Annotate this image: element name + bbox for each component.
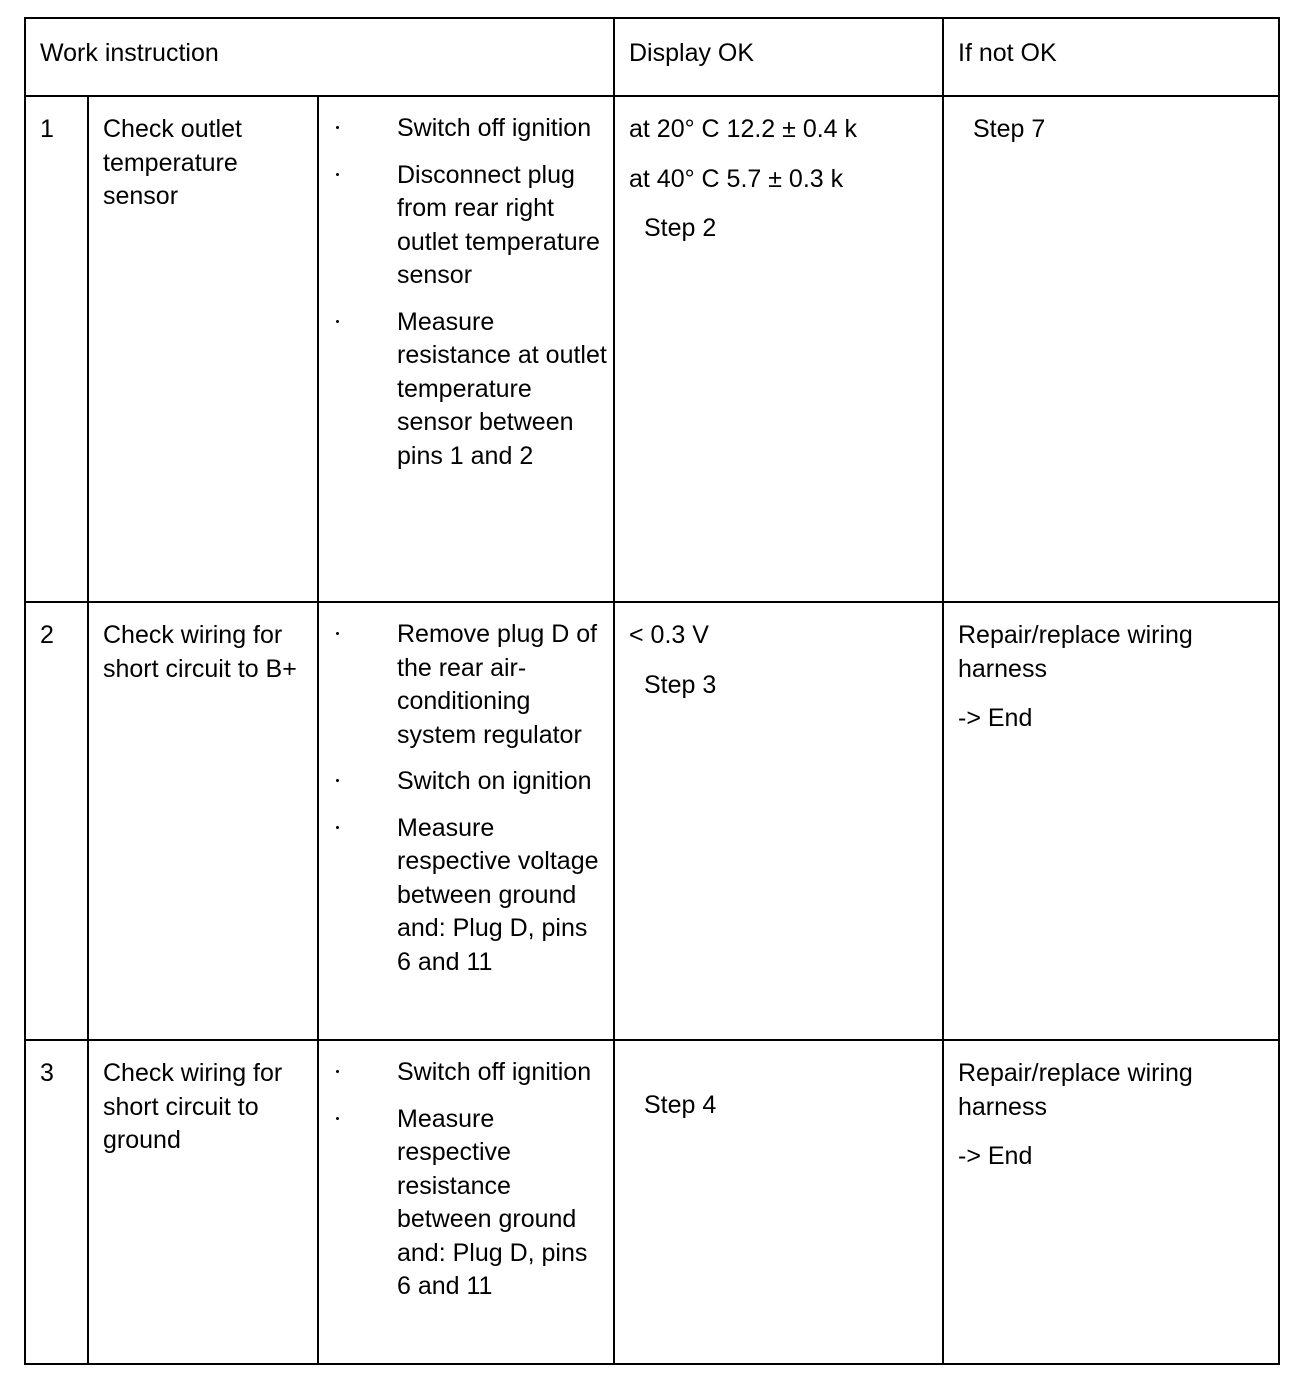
action-text: Switch off ignition	[397, 114, 592, 142]
display-ok-next-step: Step 2	[644, 214, 717, 242]
task-title: Check wiring for short circuit to ground	[103, 1059, 283, 1154]
work-instruction-table	[24, 17, 1280, 1365]
actions-cell	[318, 96, 614, 602]
if-not-ok-cell	[943, 1040, 1279, 1364]
step-number-cell	[25, 96, 88, 602]
step-number: 1	[40, 115, 54, 143]
action-text: Measure resistance at outlet temperature sensor between pins 1 and 2	[397, 307, 607, 470]
header-if-not-ok-label: If not OK	[958, 39, 1057, 67]
if-not-ok-text: Repair/replace wiring harness	[958, 621, 1193, 683]
if-not-ok-text: Step 7	[973, 115, 1046, 143]
if-not-ok-text: -> End	[958, 704, 1033, 732]
task-title: Check outlet temperature sensor	[103, 115, 242, 210]
action-text: Switch on ignition	[397, 767, 592, 795]
display-ok-next-step: Step 3	[644, 670, 717, 699]
header-work-instruction	[25, 18, 614, 96]
action-item	[319, 812, 607, 980]
task-cell	[88, 602, 318, 1040]
if-not-ok-cell	[943, 602, 1279, 1040]
task-cell	[88, 96, 318, 602]
task-title: Check wiring for short circuit to B+	[103, 621, 297, 683]
action-item	[319, 618, 607, 752]
bullet-icon	[319, 618, 397, 651]
action-item	[319, 306, 607, 474]
table-header-row	[25, 18, 1279, 96]
bullet-icon	[319, 1056, 397, 1089]
action-item	[319, 159, 607, 293]
action-item	[319, 765, 607, 799]
step-number-cell	[25, 602, 88, 1040]
actions-cell	[318, 1040, 614, 1364]
header-display-ok-label: Display OK	[629, 39, 755, 67]
display-ok-cell	[614, 602, 943, 1040]
display-ok-value: at 40° C 5.7 ± 0.3 k	[629, 164, 844, 193]
step-number: 2	[40, 621, 54, 649]
header-if-not-ok	[943, 18, 1279, 96]
header-display-ok	[614, 18, 943, 96]
action-text: Measure respective resistance between ground and: Plug D, pins 6 and 11	[397, 1104, 588, 1300]
display-ok-value: < 0.3 V	[629, 621, 709, 649]
bullet-icon	[319, 159, 397, 192]
if-not-ok-cell	[943, 96, 1279, 602]
display-ok-cell	[614, 1040, 943, 1364]
display-ok-value: at 20° C 12.2 ± 0.4 k	[629, 115, 858, 143]
if-not-ok-text: Repair/replace wiring harness	[958, 1059, 1193, 1121]
action-item	[319, 1103, 607, 1304]
bullet-icon	[319, 306, 397, 339]
action-text: Measure respective voltage between ground and: Plug D, pins 6 and 11	[397, 813, 599, 976]
table-row	[25, 602, 1279, 1040]
table-row	[25, 1040, 1279, 1364]
header-work-instruction-label: Work instruction	[40, 39, 219, 67]
step-number-cell	[25, 1040, 88, 1364]
action-item	[319, 1056, 607, 1090]
bullet-icon	[319, 765, 397, 798]
if-not-ok-text: -> End	[958, 1142, 1033, 1170]
bullet-icon	[319, 1103, 397, 1136]
display-ok-next-step: Step 4	[644, 1091, 717, 1119]
table-row	[25, 96, 1279, 602]
display-ok-cell	[614, 96, 943, 602]
bullet-icon	[319, 812, 397, 845]
task-cell	[88, 1040, 318, 1364]
actions-cell	[318, 602, 614, 1040]
action-text: Switch off ignition	[397, 1058, 592, 1086]
bullet-icon	[319, 112, 397, 145]
action-text: Disconnect plug from rear right outlet temperature sensor	[397, 160, 600, 289]
action-text: Remove plug D of the rear air-conditioning system regulator	[397, 620, 598, 749]
step-number: 3	[40, 1059, 54, 1087]
action-item	[319, 112, 607, 146]
